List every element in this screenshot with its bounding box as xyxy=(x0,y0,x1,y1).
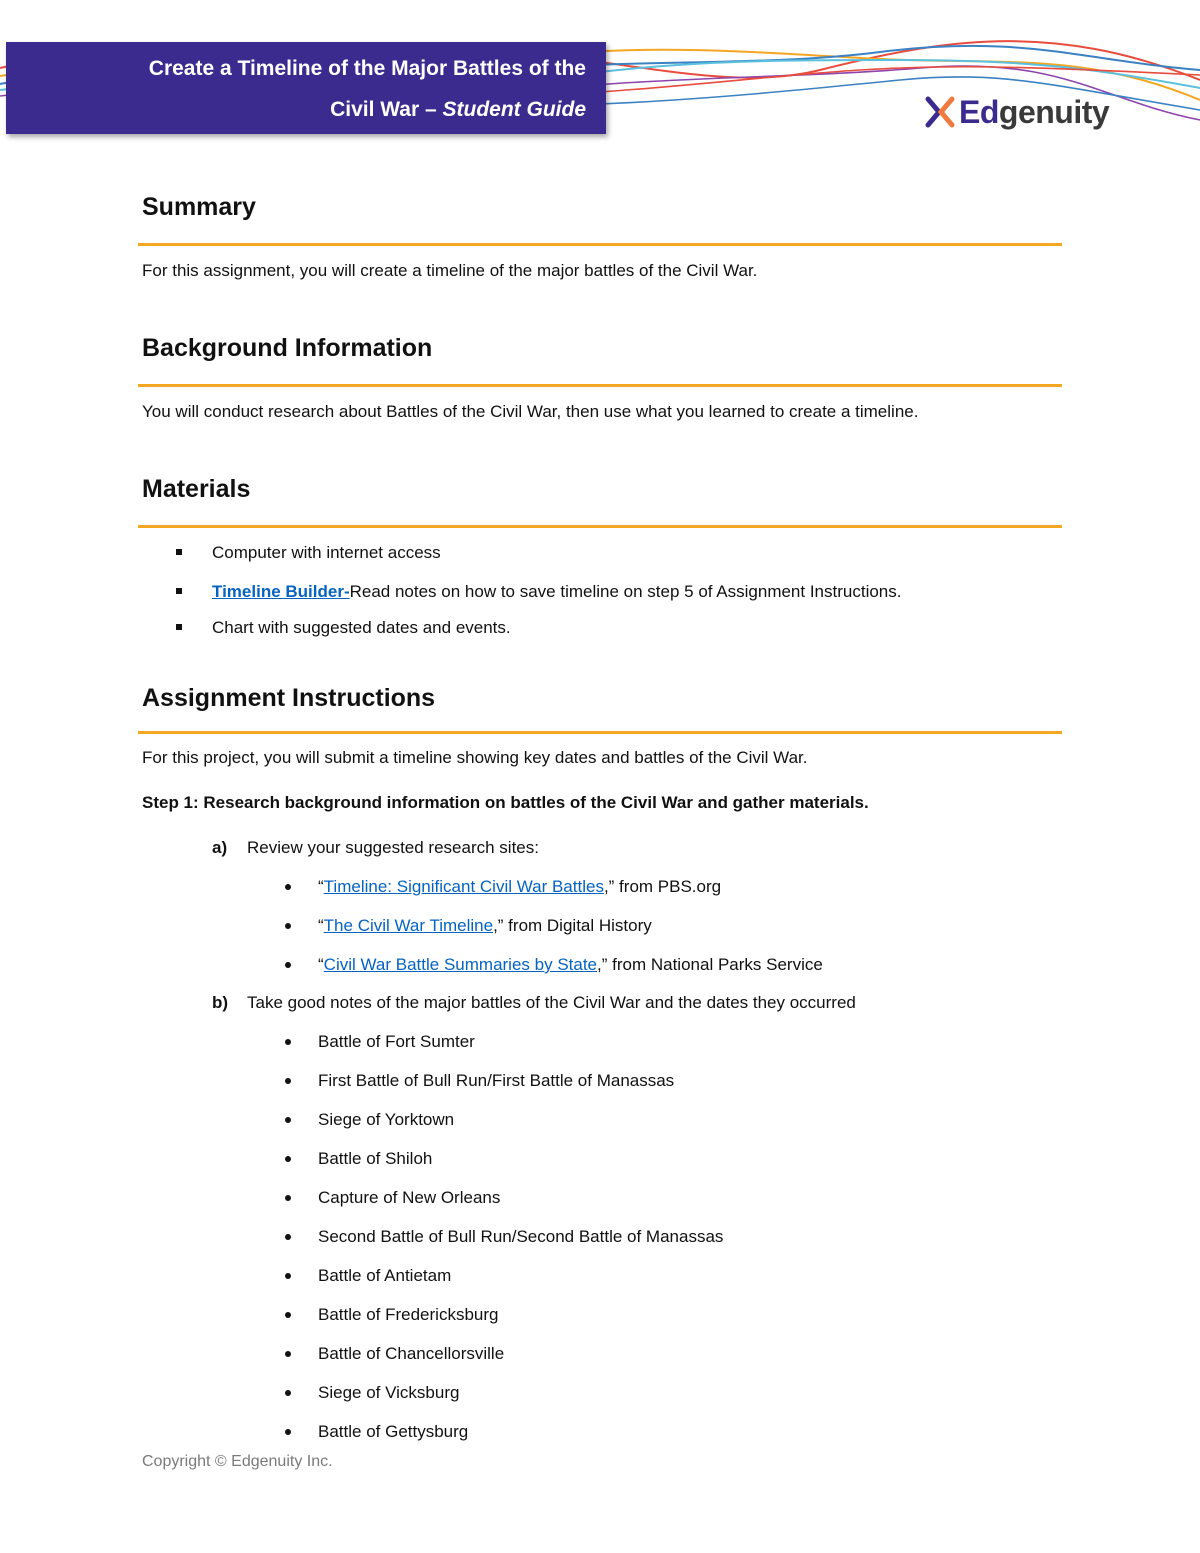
background-heading: Background Information xyxy=(142,334,433,362)
materials-heading: Materials xyxy=(142,475,251,503)
section-divider xyxy=(138,243,1062,246)
bullet-icon xyxy=(285,1039,291,1045)
bullet-icon xyxy=(285,1234,291,1240)
digital-history-link[interactable]: The Civil War Timeline xyxy=(323,916,494,935)
step-1-heading: Step 1: Research background information on battles of the Civil War and gather materials. xyxy=(142,793,869,812)
bullet-icon xyxy=(285,1078,291,1084)
copyright-footer: Copyright © Edgenuity Inc. xyxy=(142,1453,333,1470)
document-title-line2: Civil War – Student Guide xyxy=(330,98,586,121)
instructions-intro: For this project, you will submit a timeline showing key dates and battles of the Civil War. xyxy=(142,748,808,767)
bullet-icon xyxy=(285,1195,291,1201)
section-divider xyxy=(138,384,1062,387)
bullet-icon xyxy=(285,923,291,929)
edgenuity-logo xyxy=(925,92,1109,132)
bullet-icon xyxy=(285,1390,291,1396)
section-divider xyxy=(138,525,1062,528)
square-bullet-icon xyxy=(176,588,182,594)
bullet-icon xyxy=(285,1273,291,1279)
pbs-timeline-link[interactable]: Timeline: Significant Civil War Battles xyxy=(323,877,604,896)
square-bullet-icon xyxy=(176,624,182,630)
timeline-builder-link[interactable]: Timeline Builder- xyxy=(212,582,350,601)
square-bullet-icon xyxy=(176,549,182,555)
section-divider xyxy=(138,731,1062,734)
x-logo-icon xyxy=(925,96,955,128)
bullet-icon xyxy=(285,1429,291,1435)
document-subtitle: Student Guide xyxy=(442,98,586,121)
document-title-banner xyxy=(6,42,606,134)
bullet-icon xyxy=(285,1312,291,1318)
bullet-icon xyxy=(285,962,291,968)
bullet-icon xyxy=(285,884,291,890)
background-text: You will conduct research about Battles of the Civil War, then use what you learned to create a timeline. xyxy=(142,402,919,421)
logo-wordmark: Edgenuity xyxy=(959,93,1110,130)
bullet-icon xyxy=(285,1117,291,1123)
nps-battle-summaries-link[interactable]: Civil War Battle Summaries by State xyxy=(323,955,598,974)
bullet-icon xyxy=(285,1156,291,1162)
instructions-heading: Assignment Instructions xyxy=(142,684,436,712)
summary-heading: Summary xyxy=(142,193,256,221)
bullet-icon xyxy=(285,1351,291,1357)
document-title-line1: Create a Timeline of the Major Battles of the xyxy=(148,57,586,80)
summary-text: For this assignment, you will create a timeline of the major battles of the Civil War. xyxy=(142,261,758,280)
